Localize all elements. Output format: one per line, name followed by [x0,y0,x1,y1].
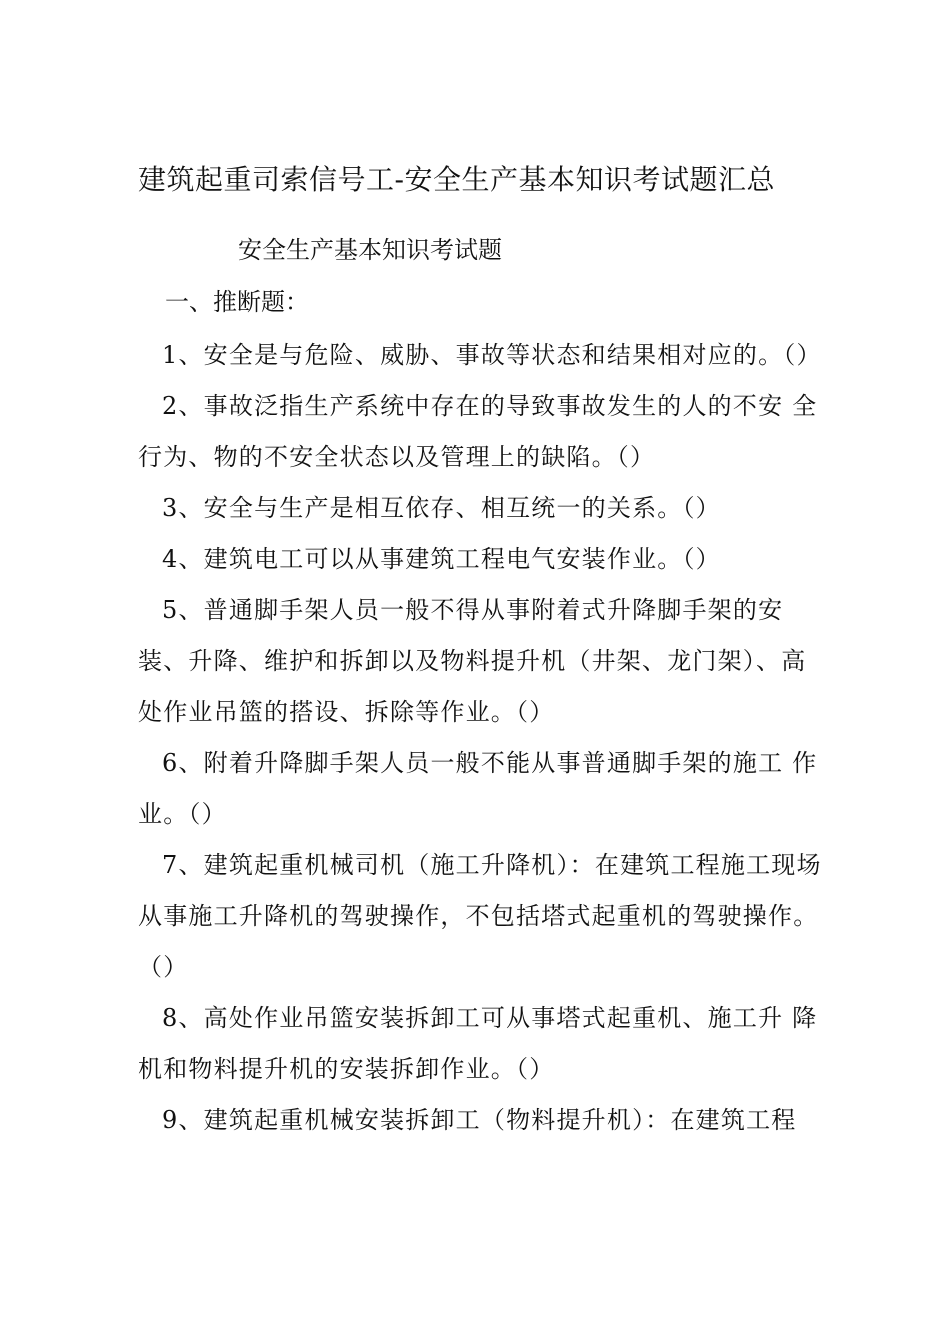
question-item: 9、建筑起重机械安装拆卸工（物料提升机）：在建筑工程 [162,1106,797,1134]
question-list [138,330,830,1146]
question-item: 7、建筑起重机械司机（施工升降机）：在建筑工程施工现场从事施工升降机的驾驶操作，不包括塔式起重机的驾驶操作。（） [138,851,822,981]
document-subtitle: 安全生产基本知识考试题 [238,236,502,264]
document-title: 建筑起重司索信号工-安全生产基本知识考试题汇总 [138,163,775,196]
question-item: 3、安全与生产是相互依存、相互统一的关系。（） [162,494,721,522]
question-item: 2、事故泛指生产系统中存在的导致事故发生的人的不安 全行为、物的不安全状态以及管理上的缺陷。（） [138,392,818,471]
question-item: 5、普通脚手架人员一般不得从事附着式升降脚手架的安装、升降、维护和拆卸以及物料提升机（井架、龙门架）、高处作业吊篮的搭设、拆除等作业。（） [138,596,807,726]
question-item: 4、建筑电工可以从事建筑工程电气安装作业。（） [162,545,721,573]
section-heading: 一、推断题： [165,288,309,316]
question-item: 8、高处作业吊篮安装拆卸工可从事塔式起重机、施工升 降机和物料提升机的安装拆卸作业。（） [138,1004,818,1083]
question-item: 6、附着升降脚手架人员一般不能从事普通脚手架的施工 作业。（） [138,749,818,828]
question-item: 1、安全是与危险、威胁、事故等状态和结果相对应的。（） [162,341,822,369]
